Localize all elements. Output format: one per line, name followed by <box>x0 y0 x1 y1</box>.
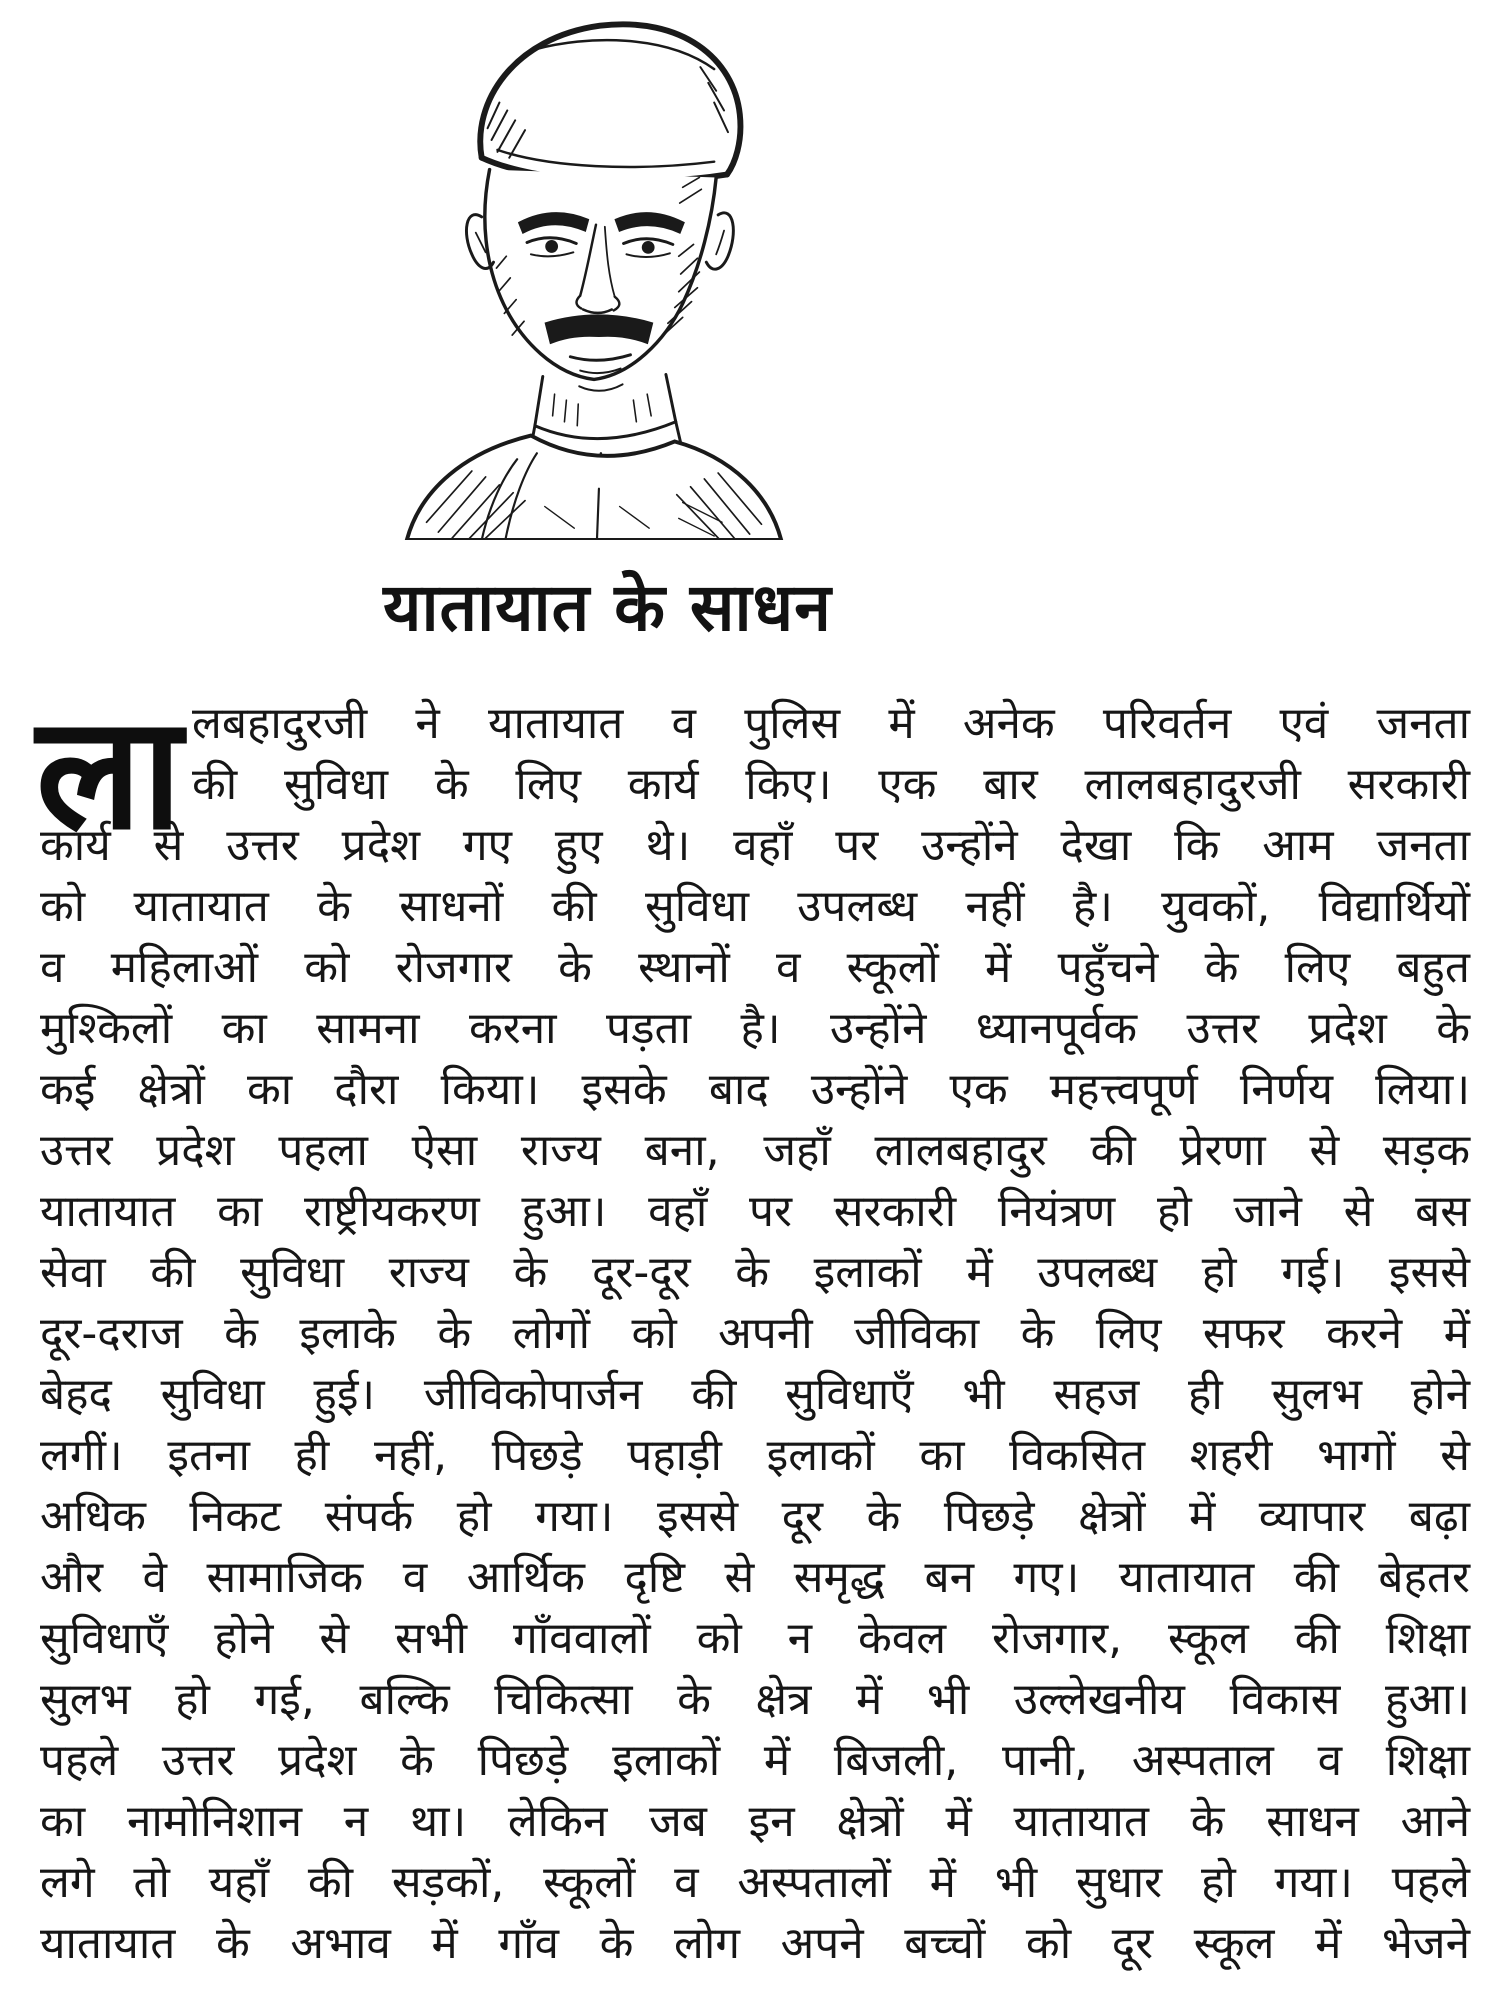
text-line: दूर-दराज के इलाके के लोगों को अपनी जीविका के लिए सफर करने में <box>40 1308 1470 1359</box>
text-line: बेहद सुविधा हुई। जीविकोपार्जन की सुविधाएँ भी सहज ही सुलभ होने <box>40 1369 1470 1420</box>
portrait-illustration <box>385 8 803 540</box>
text-line: लबहादुरजी ने यातायात व पुलिस में अनेक परिवर्तन एवं जनता <box>192 698 1470 749</box>
text-line: मुश्किलों का सामना करना पड़ता है। उन्होंने ध्यानपूर्वक उत्तर प्रदेश के <box>40 1003 1470 1054</box>
text-line: लगीं। इतना ही नहीं, पिछड़े पहाड़ी इलाकों का विकसित शहरी भागों से <box>40 1430 1470 1481</box>
text-line: और वे सामाजिक व आर्थिक दृष्टि से समृद्ध बन गए। यातायात की बेहतर <box>40 1552 1470 1603</box>
text-line: यातायात का राष्ट्रीयकरण हुआ। वहाँ पर सरकारी नियंत्रण हो जाने से बस <box>40 1186 1470 1237</box>
page-title: यातायात के साधन <box>383 569 832 646</box>
text-line: अधिक निकट संपर्क हो गया। इससे दूर के पिछड़े क्षेत्रों में व्यापार बढ़ा <box>40 1491 1470 1542</box>
text-line: का नामोनिशान न था। लेकिन जब इन क्षेत्रों में यातायात के साधन आने <box>40 1796 1470 1847</box>
body-paragraph <box>36 682 1470 1974</box>
text-line: व महिलाओं को रोजगार के स्थानों व स्कूलों में पहुँचने के लिए बहुत <box>40 942 1470 993</box>
text-line: को यातायात के साधनों की सुविधा उपलब्ध नहीं है। युवकों, विद्यार्थियों <box>40 881 1470 932</box>
text-line: की सुविधा के लिए कार्य किए। एक बार लालबहादुरजी सरकारी <box>192 759 1470 810</box>
text-line: पहले उत्तर प्रदेश के पिछड़े इलाकों में बिजली, पानी, अस्पताल व शिक्षा <box>40 1735 1470 1786</box>
text-line: लगे तो यहाँ की सड़कों, स्कूलों व अस्पतालों में भी सुधार हो गया। पहले <box>40 1857 1470 1908</box>
text-line: उत्तर प्रदेश पहला ऐसा राज्य बना, जहाँ लालबहादुर की प्रेरणा से सड़क <box>40 1125 1470 1176</box>
text-line: कई क्षेत्रों का दौरा किया। इसके बाद उन्होंने एक महत्त्वपूर्ण निर्णय लिया। <box>40 1064 1470 1115</box>
text-line: सेवा की सुविधा राज्य के दूर-दूर के इलाकों में उपलब्ध हो गई। इससे <box>40 1247 1470 1298</box>
text-line: कार्य से उत्तर प्रदेश गए हुए थे। वहाँ पर उन्होंने देखा कि आम जनता <box>40 820 1470 871</box>
man-in-gandhi-cap-sketch-icon <box>385 8 803 540</box>
drop-cap: ला <box>36 682 183 864</box>
text-line: सुविधाएँ होने से सभी गाँववालों को न केवल रोजगार, स्कूल की शिक्षा <box>40 1613 1470 1664</box>
text-line: यातायात के अभाव में गाँव के लोग अपने बच्चों को दूर स्कूल में भेजने <box>40 1918 1470 1969</box>
text-line: सुलभ हो गई, बल्कि चिकित्सा के क्षेत्र में भी उल्लेखनीय विकास हुआ। <box>40 1674 1470 1725</box>
